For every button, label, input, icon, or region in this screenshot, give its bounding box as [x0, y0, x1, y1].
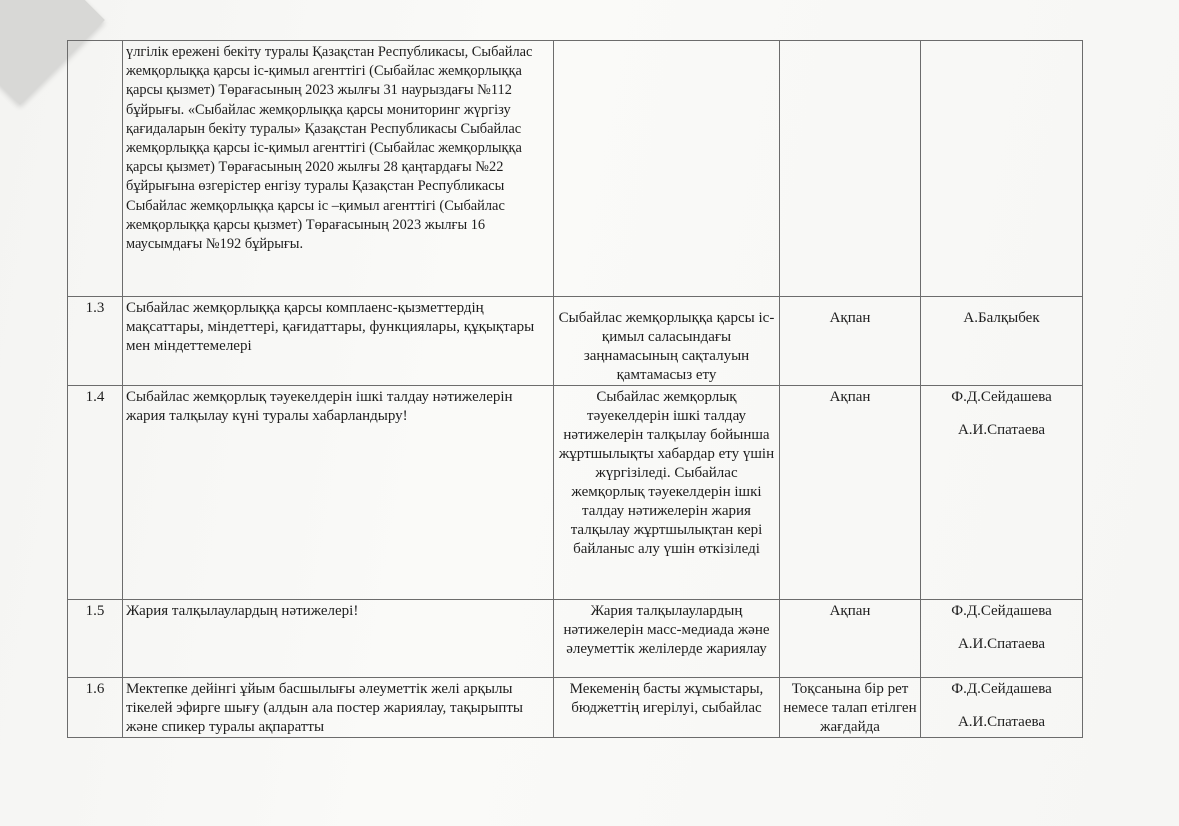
table-row — [68, 41, 1083, 297]
purpose-text: Мекеменің басты жұмыстары, бюджеттің игерілуі, сыбайлас — [554, 678, 780, 738]
row-number: 1.6 — [68, 678, 123, 738]
event-text: үлгілік ережені бекіту туралы Қазақстан Республикасы, Сыбайлас жемқорлыққа қарсы іс-қимыл агенттігі (Сыбайлас жемқорлыққа қарсы қызмет) Төрағасының 2023 жылғы 31 наурыздағы №112 бұйрығы. «Сыбайлас жемқорлыққа қарсы мониторинг жүргізу қағидаларын бекіту туралы» Қазақстан Республикасы Сыбайлас жемқорлыққа қарсы іс-қимыл агенттігі (Сыбайлас жемқорлыққа қарсы қызмет) Төрағасының 2020 жылғы 28 қаңтардағы №22 бұйрығына өзгерістер енгізу туралы Қазақстан Республикасы Сыбайлас жемқорлыққа қарсы іс –қимыл агенттігі (Сыбайлас жемқорлыққа қарсы қызмет) Төрағасының 2023 жылғы 16 маусымдағы №192 бұйрығы. — [123, 41, 554, 297]
table-row — [68, 678, 1083, 738]
responsible-name: А.Балқыбек — [963, 310, 1040, 326]
responsible-name: А.И.Спатаева — [957, 422, 1046, 438]
responsible-name: А.И.Спатаева — [957, 636, 1046, 652]
purpose-text: Сыбайлас жемқорлыққа қарсы іс-қимыл саласындағы заңнамасының сақталуын қамтамасыз ету — [554, 297, 780, 386]
responsible-name: Ф.Д.Сейдашева — [951, 681, 1052, 697]
row-number: 1.4 — [68, 386, 123, 600]
table-row — [68, 600, 1083, 678]
event-text: Мектепке дейінгі ұйым басшылығы әлеуметтік желі арқылы тікелей эфирге шығу (алдын ала постер жариялау, тақырыпты және спикер туралы ақпаратты — [123, 678, 554, 738]
term-text: Ақпан — [780, 297, 921, 386]
event-text: Жария талқылаулардың нәтижелері! — [123, 600, 554, 678]
responsible-cell — [921, 41, 1083, 297]
plan-table — [67, 40, 1083, 738]
term-text: Ақпан — [780, 600, 921, 678]
purpose-text: Сыбайлас жемқорлық тәуекелдерін ішкі талдау нәтижелерін талқылау бойынша жұртшылықты хабардар ету үшін жүргізіледі. Сыбайлас жемқорлық тәуекелдерін ішкі талдау нәтижелерін жария талқылау жұртшылықтан кері байланыс алу үшін өткізіледі — [554, 386, 780, 600]
purpose-text — [554, 41, 780, 297]
term-text: Ақпан — [780, 386, 921, 600]
responsible-name: Ф.Д.Сейдашева — [951, 389, 1052, 405]
event-text: Сыбайлас жемқорлық тәуекелдерін ішкі талдау нәтижелерін жария талқылау күні туралы хабарландыру! — [123, 386, 554, 600]
event-text: Сыбайлас жемқорлыққа қарсы комплаенс-қызметтердің мақсаттары, міндеттері, қағидаттары, функциялары, құқықтары мен міндеттемелері — [123, 297, 554, 386]
purpose-text: Жария талқылаулардың нәтижелерін масс-медиада және әлеуметтік желілерде жариялау — [554, 600, 780, 678]
responsible-cell — [921, 297, 1083, 386]
responsible-name: А.И.Спатаева — [957, 714, 1046, 730]
responsible-cell — [921, 600, 1083, 678]
term-text: Тоқсанына бір рет немесе талап етілген жағдайда — [780, 678, 921, 738]
term-text — [780, 41, 921, 297]
row-number: 1.3 — [68, 297, 123, 386]
responsible-cell — [921, 678, 1083, 738]
responsible-cell — [921, 386, 1083, 600]
table-row — [68, 386, 1083, 600]
row-number: 1.5 — [68, 600, 123, 678]
row-number — [68, 41, 123, 297]
responsible-name: Ф.Д.Сейдашева — [951, 603, 1052, 619]
table-row — [68, 297, 1083, 386]
